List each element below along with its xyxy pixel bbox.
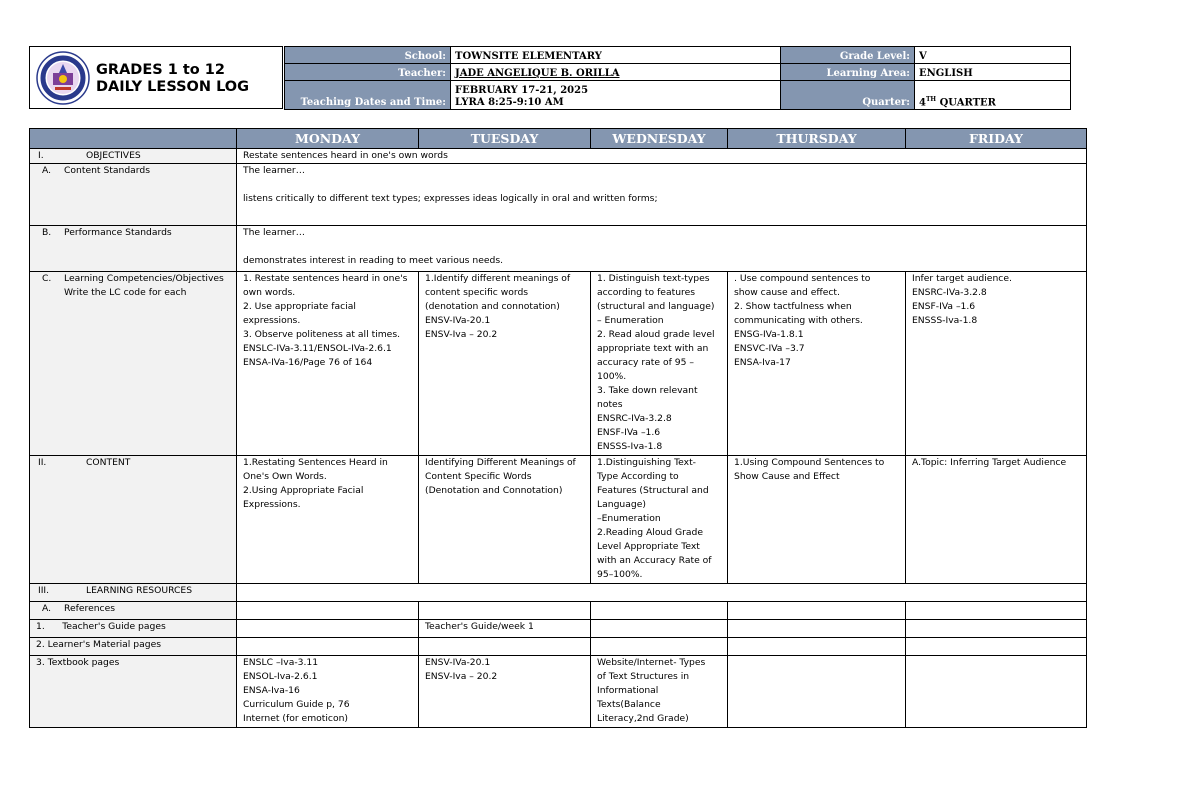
textbook-row xyxy=(30,656,1087,728)
references-tuesday xyxy=(419,602,591,620)
content-num: II. xyxy=(38,457,47,468)
competencies-tuesday: 1.Identify different meanings of content specific words (denotation and connotation) ENSV-IVa-20.1 ENSV-Iva – 20.2 xyxy=(419,272,591,456)
header-title-box xyxy=(29,46,283,109)
performance-standards-text: Performance Standards xyxy=(64,227,172,238)
competencies-text-2: Write the LC code for each xyxy=(64,287,187,298)
quarter-sup: TH xyxy=(925,95,937,103)
day-header-friday: FRIDAY xyxy=(906,129,1087,149)
school-value: TOWNSITE ELEMENTARY xyxy=(451,47,781,64)
objectives-label xyxy=(30,149,237,164)
day-header-row xyxy=(30,129,1087,149)
objectives-text: OBJECTIVES xyxy=(86,150,141,161)
content-standards-label xyxy=(30,164,237,226)
content-friday: A.Topic: Inferring Target Audience xyxy=(906,456,1087,584)
references-monday xyxy=(237,602,419,620)
competencies-friday: Infer target audience. ENSRC-IVa-3.2.8 ENSF-IVa –1.6 ENSSS-Iva-1.8 xyxy=(906,272,1087,456)
performance-standards-row xyxy=(30,226,1087,272)
doc-title-line2: DAILY LESSON LOG xyxy=(96,79,250,95)
lesson-log-table xyxy=(29,128,1087,728)
learners-material-text: 2. Learner's Material pages xyxy=(36,639,162,650)
textbook-friday xyxy=(906,656,1087,728)
textbook-text: 3. Textbook pages xyxy=(36,657,120,668)
day-header-wednesday: WEDNESDAY xyxy=(591,129,728,149)
references-num: A. xyxy=(42,603,52,614)
teachers-guide-wednesday xyxy=(591,620,728,638)
content-wednesday: 1.Distinguishing Text- Type According to Features (Structural and Language) –Enumeration 2.Reading Aloud Grade Level Appropriate Text with an Accuracy Rate of 95–100%. xyxy=(591,456,728,584)
competencies-label xyxy=(30,272,237,456)
dates-value xyxy=(451,81,781,110)
textbook-thursday xyxy=(728,656,906,728)
competencies-row xyxy=(30,272,1087,456)
textbook-label xyxy=(30,656,237,728)
day-header-thursday: THURSDAY xyxy=(728,129,906,149)
day-header-tuesday: TUESDAY xyxy=(419,129,591,149)
competencies-thursday: . Use compound sentences to show cause and effect. 2. Show tactfulness when communicating with others. ENSG-IVa-1.8.1 ENSVC-IVa –3.7 ENSA-Iva-17 xyxy=(728,272,906,456)
content-standards-value: The learner… listens critically to different text types; expresses ideas logically in oral and written forms; xyxy=(237,164,1087,226)
header-info-table xyxy=(284,46,1071,110)
teachers-guide-tuesday: Teacher's Guide/week 1 xyxy=(419,620,591,638)
content-thursday: 1.Using Compound Sentences to Show Cause and Effect xyxy=(728,456,906,584)
teacher-value: JADE ANGELIQUE B. ORILLA xyxy=(451,64,781,81)
dates-line1: FEBRUARY 17-21, 2025 xyxy=(455,85,589,96)
performance-standards-num: B. xyxy=(42,227,52,238)
objectives-num: I. xyxy=(38,150,44,161)
learners-material-friday xyxy=(906,638,1087,656)
content-standards-row xyxy=(30,164,1087,226)
references-row xyxy=(30,602,1087,620)
references-friday xyxy=(906,602,1087,620)
teachers-guide-monday xyxy=(237,620,419,638)
learners-material-thursday xyxy=(728,638,906,656)
teachers-guide-friday xyxy=(906,620,1087,638)
area-label: Learning Area: xyxy=(781,64,915,81)
competencies-num: C. xyxy=(42,273,52,284)
references-wednesday xyxy=(591,602,728,620)
objectives-value: Restate sentences heard in one's own words xyxy=(237,149,1087,164)
content-row xyxy=(30,456,1087,584)
quarter-text: QUARTER xyxy=(936,97,996,108)
grade-value: V xyxy=(915,47,1071,64)
content-text: CONTENT xyxy=(86,457,131,468)
references-label xyxy=(30,602,237,620)
competencies-wednesday: 1. Distinguish text-types according to features (structural and language) – Enumeration 2. Read aloud grade level appropriate text with an accuracy rate of 95 – 100%. 3. Take down relevant notes ENSRC-IVa-3.2.8 ENSF-IVa –1.6 ENSSS-Iva-1.8 xyxy=(591,272,728,456)
quarter-label: Quarter: xyxy=(781,81,915,110)
objectives-row xyxy=(30,149,1087,164)
dates-label: Teaching Dates and Time: xyxy=(285,81,451,110)
learners-material-label xyxy=(30,638,237,656)
learners-material-wednesday xyxy=(591,638,728,656)
teachers-guide-thursday xyxy=(728,620,906,638)
quarter-num: 4 xyxy=(919,97,926,108)
learning-resources-text: LEARNING RESOURCES xyxy=(86,585,193,596)
teachers-guide-text: 1. Teacher's Guide pages xyxy=(36,621,166,632)
references-thursday xyxy=(728,602,906,620)
competencies-text-1: Learning Competencies/Objectives xyxy=(64,273,224,284)
learners-material-tuesday xyxy=(419,638,591,656)
learning-resources-label xyxy=(30,584,237,602)
doc-title-line1: GRADES 1 to 12 xyxy=(96,62,225,78)
textbook-monday: ENSLC –Iva-3.11 ENSOL-Iva-2.6.1 ENSA-Iva-16 Curriculum Guide p, 76 Internet (for emoticon) xyxy=(237,656,419,728)
learning-resources-num: III. xyxy=(38,585,50,596)
learners-material-row xyxy=(30,638,1087,656)
grade-label: Grade Level: xyxy=(781,47,915,64)
content-tuesday: Identifying Different Meanings of Content Specific Words (Denotation and Connotation) xyxy=(419,456,591,584)
learning-resources-row xyxy=(30,584,1087,602)
performance-standards-value: The learner… demonstrates interest in reading to meet various needs. xyxy=(237,226,1087,272)
teachers-guide-label xyxy=(30,620,237,638)
dates-line2: LYRA 8:25-9:10 AM xyxy=(455,97,564,108)
teachers-guide-row xyxy=(30,620,1087,638)
learners-material-monday xyxy=(237,638,419,656)
deped-seal-icon xyxy=(36,51,90,105)
performance-standards-label xyxy=(30,226,237,272)
textbook-tuesday: ENSV-IVa-20.1 ENSV-Iva – 20.2 xyxy=(419,656,591,728)
quarter-value xyxy=(915,81,1071,110)
content-monday: 1.Restating Sentences Heard in One's Own Words. 2.Using Appropriate Facial Expressions. xyxy=(237,456,419,584)
area-value: ENGLISH xyxy=(915,64,1071,81)
day-header-monday: MONDAY xyxy=(237,129,419,149)
learning-resources-value xyxy=(237,584,1087,602)
content-standards-num: A. xyxy=(42,165,52,176)
teacher-label: Teacher: xyxy=(285,64,451,81)
content-label xyxy=(30,456,237,584)
references-text: References xyxy=(64,603,116,614)
content-standards-text: Content Standards xyxy=(64,165,151,176)
corner-cell xyxy=(30,129,237,149)
textbook-wednesday: Website/Internet- Types of Text Structures in Informational Texts(Balance Literacy,2nd Grade) xyxy=(591,656,728,728)
school-label: School: xyxy=(285,47,451,64)
competencies-monday: 1. Restate sentences heard in one's own words. 2. Use appropriate facial expressions. 3. Observe politeness at all times. ENSLC-IVa-3.11/ENSOL-IVa-2.6.1 ENSA-IVa-16/Page 76 of 164 xyxy=(237,272,419,456)
